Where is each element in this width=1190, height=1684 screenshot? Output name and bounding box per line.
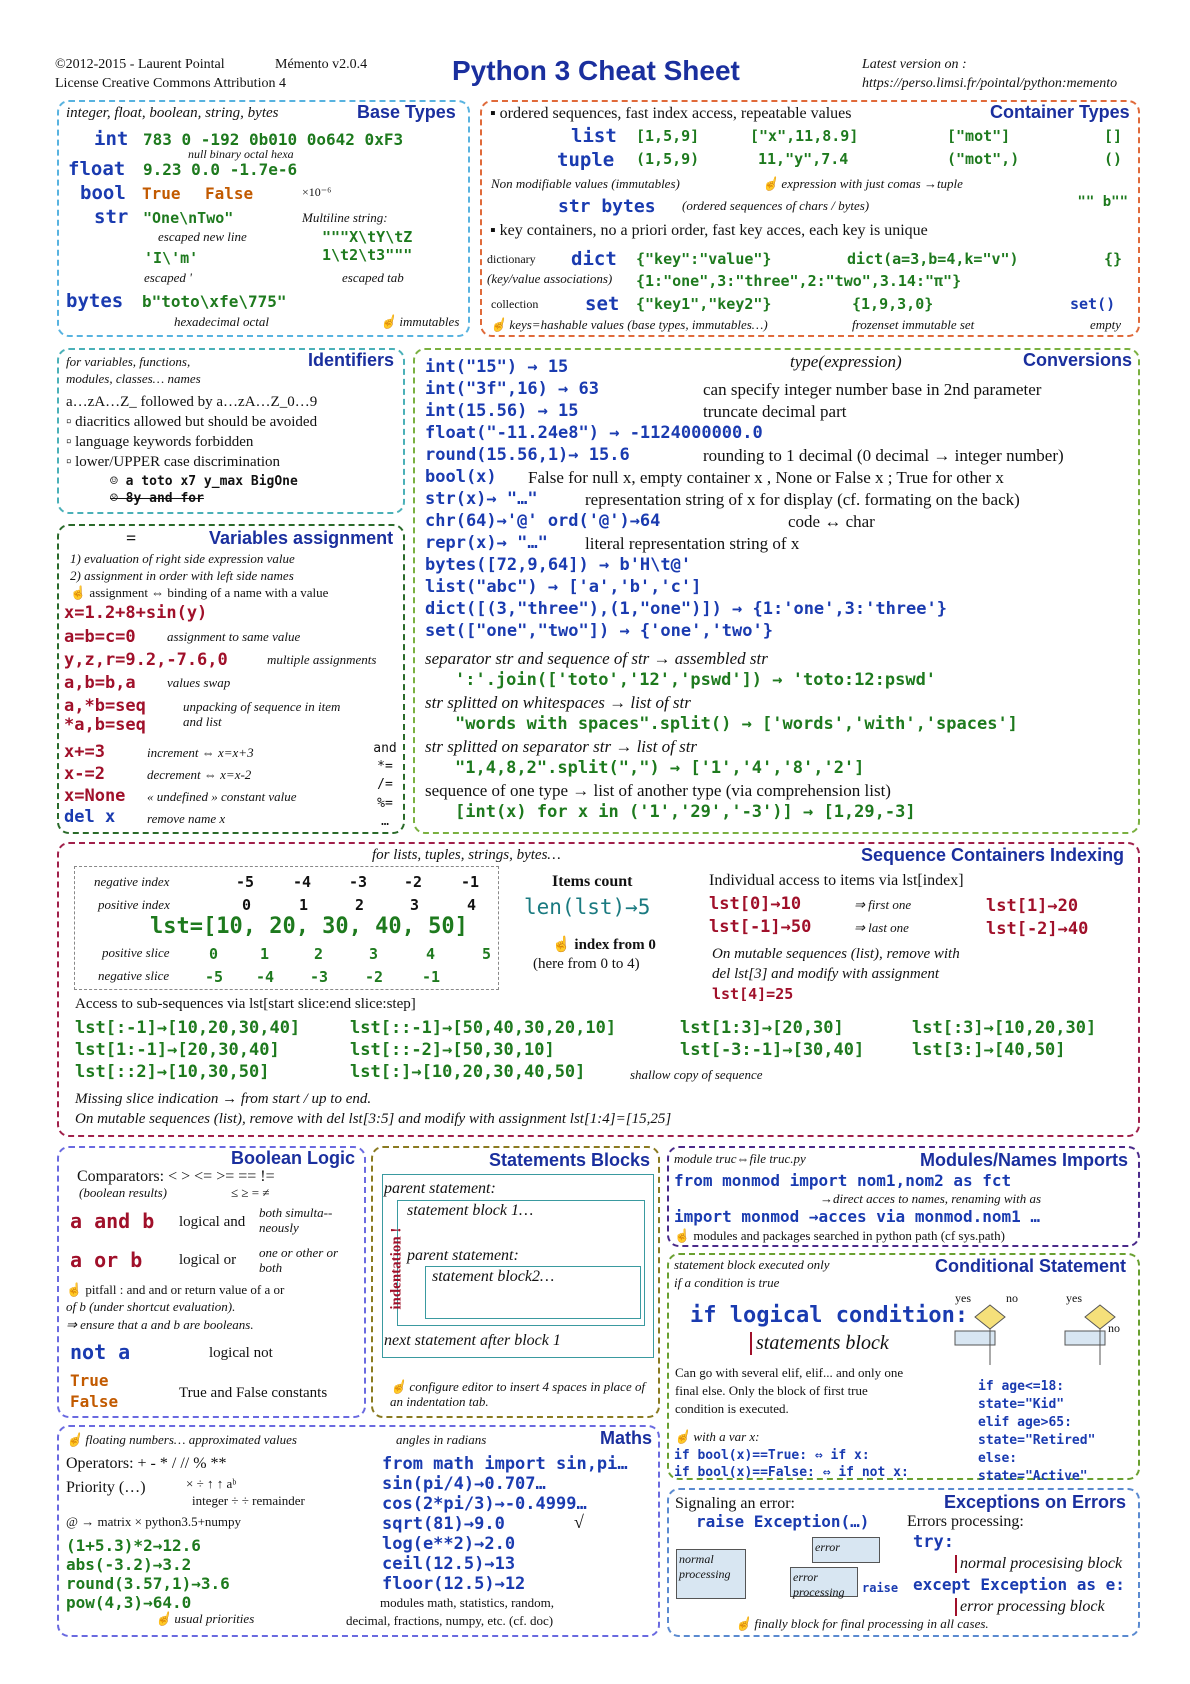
slice-3: lst[:3]→[10,20,30] [912,1018,1097,1038]
strbytes-empty: "" b"" [1077,194,1128,210]
mutable-slice-note: On mutable sequences (list), remove with del lst[3:5] and modify with assignment lst[1:4]=[15,25] [75,1111,672,1127]
flowchart-icon [950,1295,1130,1375]
strbytes-note: (ordered sequences of chars / bytes) [682,198,870,213]
neg-slice-2: -3 [310,968,329,986]
conv-comp: [int(x) for x in ('1','29','-3')] → [1,29,-3] [455,802,916,822]
collection-label: collection [491,297,539,311]
var-note3: ☝ assignment ⇔ binding of a name with a value [70,585,329,600]
flow-error-label-3: processing [793,1585,845,1599]
str-note-newline: escaped new line [158,229,247,244]
maths-operators: Operators: + - * / // % ** [66,1455,227,1472]
check-mark: √ [574,1512,584,1532]
usual-priorities: ☝ usual priorities [155,1611,255,1626]
comparators-note: (boolean results) [79,1185,167,1200]
flow-normal-label: normal [679,1552,714,1566]
identifiers-diacritics: ▫ diacritics allowed but should be avoided [66,414,318,430]
conv-join: ':'.join(['toto','12','pswd']) → 'toto:12:pswd' [455,670,937,690]
int-notes: null binary octal hexa [188,147,294,161]
cond-code-3: state="Retired" [978,1433,1096,1448]
boolean-title: Boolean Logic [231,1148,356,1168]
pos-index-3: 3 [410,896,420,914]
var-note-incr: increment ⇔ x=x+3 [147,745,254,760]
cond-code-5: state="Active" [978,1469,1088,1484]
conv-split2: "1,4,8,2".split(",") → ['1','4','8','2'] [455,758,865,778]
var-code1: x=1.2+8+sin(y) [64,603,208,623]
identifiers-ok: ☺ a toto x7 y_max BigOne [110,474,298,489]
bool-not: not a [70,1340,131,1364]
float-exponent-note: ×10⁻⁶ [302,185,332,199]
maths-fn-4: log(e**2)→2.0 [382,1534,516,1554]
var-note2: 2) assignment in order with left side names [70,568,294,583]
conv-note-5: False for null x, empty container x , None or False x ; True for other x [528,468,1004,487]
statement-block-1: statement block 1… [407,1202,534,1219]
tuple-v3: ("mot",) [947,150,1020,168]
flow-error-label-2: error [793,1570,818,1584]
identifiers-rule: a…zA…Z_ followed by a…zA…Z_0…9 [66,394,318,410]
conv-note-2: truncate decimal part [703,402,847,421]
maths-fn-3: sqrt(81)→9.0 [382,1514,505,1534]
latest-url[interactable]: https://perso.limsi.fr/pointal/python:memento [862,76,1118,91]
identifiers-sub2: modules, classes… names [66,371,201,386]
conv-note-4: rounding to 1 decimal (0 decimal → integer number) [703,446,1064,465]
bool-and-note2: both simulta--neously [259,1205,333,1235]
cond-code-2: elif age>65: [978,1415,1072,1430]
conversions-title: Conversions [1023,350,1133,370]
if-statement: if logical condition: [690,1303,969,1328]
cond-para1: Can go with several elif, elif... and only one [675,1365,904,1380]
errors-processing: Errors processing: [907,1513,1024,1530]
indentation-label: indentation ! [388,1227,405,1310]
flow-error-1 [812,1537,880,1563]
dict-v3: {} [1104,250,1123,268]
slice-8: lst[::2]→[10,30,50] [75,1062,270,1082]
lst-literal: lst=[10, 20, 30, 40, 50] [150,914,468,939]
normal-block: normal procesising block [955,1555,1122,1573]
version: Mémento v2.0.4 [275,57,368,72]
mutable-note3: lst[4]=25 [712,985,794,1003]
maths-title: Maths [600,1428,653,1448]
true-const: True [70,1371,109,1390]
cond-var-note: ☝ with a var x: [674,1429,760,1444]
neg-index-label: negative index [94,874,170,889]
conv-note-7: code ↔ char [788,512,875,531]
conv-code-6: str(x)→ "…" [425,489,538,509]
conditional-title: Conditional Statement [935,1256,1127,1276]
import-monmod: import monmod →acces via monmod.nom1 … [674,1207,1041,1226]
pos-slice-label: positive slice [102,945,170,960]
tuple-keyword: tuple [557,149,615,171]
list-v1: [1,5,9] [636,127,700,145]
conv-note-6: representation string of x for display (cf. formating on the back) [585,490,1020,509]
pos-index-2: 2 [355,896,365,914]
multiline-2: 1\t2\t3""" [322,246,413,264]
conv-sepsplit: str splitted on separator str → list of str [425,737,698,756]
cond-code-4: else: [978,1451,1018,1466]
var-note-del: remove name x [147,811,226,826]
expression-comas-note: ☝ expression with just comas →tuple [762,176,963,191]
flow-raise: raise [862,1581,899,1595]
cond-var-2: if bool(x)==False: ⇔ if not x: [674,1465,909,1480]
maths-matrix: @ → matrix × python3.5+numpy [66,1514,242,1529]
modules-title: Modules/Names Imports [920,1150,1129,1170]
strbytes-keyword: str bytes [558,196,656,217]
var-code5: a,*b=seq [64,696,146,716]
parent-statement-2: parent statement: [407,1247,519,1264]
bool-and-note1: logical and [179,1214,246,1230]
identifiers-case: ▫ lower/UPPER case discrimination [66,454,281,470]
flow-no-2: no [1108,1321,1120,1335]
list-v4: [] [1104,127,1123,145]
cond-code-0: if age<=18: [978,1379,1065,1394]
tuple-v4: () [1104,150,1123,168]
direct-access: →direct acces to names, renaming with as [820,1191,1042,1206]
access-3: lst[-1]→50 [709,917,812,937]
pitfall-3: ⇒ ensure that a and b are booleans. [66,1317,254,1332]
neg-index-4: -1 [461,873,480,891]
individual-access: Individual access to items via lst[index] [709,872,964,889]
variables-title: Variables assignment [209,528,394,548]
key-containers: ▪ key containers, no a priori order, fast key acces, each key is unique [490,222,928,239]
configure-editor: ☝ configure editor to insert 4 spaces in place of an indentation tab. [390,1379,646,1409]
bytes-value: b"toto\xfe\775" [142,292,287,311]
flow-normal [676,1549,746,1599]
comparators-math: ≤ ≥ = ≠ [231,1185,270,1200]
list-keyword: list [571,125,617,147]
str-note-tab: escaped tab [342,270,404,285]
tuple-v2: 11,"y",7.4 [758,150,849,168]
conv-code-10: list("abc") → ['a','b','c'] [425,577,702,597]
python-path: ☝ modules and packages searched in python path (cf sys.path) [674,1228,1005,1243]
pitfall-2: of b (under shortcut evaluation). [66,1299,236,1314]
pos-slice-3: 3 [369,945,379,963]
maths-ex-3: pow(4,3)→64.0 [66,1593,192,1612]
dict-v1: {"key":"value"} [636,250,772,268]
bool-and: a and b [70,1209,155,1233]
multiline-1: """X\tY\tZ [322,228,413,246]
maths-angles: angles in radians [396,1432,487,1447]
shallow-copy-note: shallow copy of sequence [630,1067,763,1082]
neg-slice-4: -1 [422,968,441,986]
slice-4: lst[1:-1]→[20,30,40] [75,1040,280,1060]
neg-index-2: -3 [349,873,368,891]
cond-para3: condition is executed. [675,1401,789,1416]
pos-index-0: 0 [242,896,252,914]
empty-note: empty [1090,317,1122,332]
mutable-note2: del lst[3] and modify with assignment [712,966,940,982]
multiline-label: Multiline string: [302,210,388,225]
missing-slice: Missing slice indication → from start / up to end. [75,1091,372,1107]
cond-para2: final else. Only the block of first true [675,1383,868,1398]
flow-no-1: no [1006,1291,1018,1305]
var-code3: y,z,r=9.2,-7.6,0 [64,650,228,670]
bool-not-note: logical not [209,1345,273,1361]
neg-index-3: -2 [404,873,423,891]
list-v2: ["x",11,8.9] [750,127,859,145]
conv-code-9: bytes([72,9,64]) → b'H\t@' [425,555,692,575]
identifiers-sub1: for variables, functions, [66,354,191,369]
conv-code-5: bool(x) [425,467,497,487]
slice-7: lst[3:]→[40,50] [912,1040,1066,1060]
conv-code-2: int(15.56) → 15 [425,401,579,421]
dict-keyword: dict [571,248,617,270]
base-types-title: Base Types [357,102,456,122]
exceptions-title: Exceptions on Errors [944,1492,1127,1512]
var-note-decr: decrement ⇔ x=x-2 [147,767,252,782]
comparators: Comparators: < > <= >= == != [77,1168,275,1185]
signaling-error: Signaling an error: [675,1495,795,1512]
index-range: (here from 0 to 4) [533,956,640,972]
conv-code-7: chr(64)→'@' ord('@')→64 [425,511,661,531]
statement-block-2: statement block2… [432,1268,555,1285]
conv-code-11: dict([(3,"three"),(1,"one")]) → {1:'one',3:'three'} [425,599,947,619]
float-keyword: float [68,158,126,180]
neg-index-0: -5 [236,873,255,891]
conv-code-4: round(15.56,1)→ 15.6 [425,445,630,465]
slice-2: lst[1:3]→[20,30] [680,1018,844,1038]
next-statement: next statement after block 1 [384,1332,561,1349]
items-count-title: Items count [552,873,633,890]
var-note-same: assignment to same value [167,629,301,644]
var-code6: *a,b=seq [64,715,146,735]
set-keyword: set [585,293,620,315]
pos-slice-1: 1 [260,945,270,963]
tf-note: True and False constants [179,1385,328,1401]
type-expr: type(expression) [790,352,902,371]
identifiers-title: Identifiers [308,350,395,370]
str-value: "One\nTwo" [143,209,234,227]
var-note-unpack: unpacking of sequence in item and list [183,699,341,729]
access-1: lst[0]→10 [709,894,802,914]
maths-modules-1: modules math, statistics, random, [380,1595,555,1610]
maths-fn-6: floor(12.5)→12 [382,1574,526,1594]
int-values: 783 0 -192 0b010 0o642 0xF3 [143,130,404,149]
var-code8: x-=2 [64,764,105,784]
kv-label: (key/value associations) [487,271,613,286]
pitfall-1: ☝ pitfall : and and or return value of a or [66,1282,285,1297]
access-2: lst[1]→20 [986,896,1079,916]
module-file: module truc⇔file truc.py [674,1151,806,1166]
cond-code-1: state="Kid" [978,1397,1065,1412]
conv-ws: str splitted on whitespaces → list of str [425,693,691,712]
copyright: ©2012-2015 - Laurent Pointal [55,57,225,72]
finally-note: ☝ finally block for final processing in all cases. [735,1616,989,1631]
conv-sep: separator str and sequence of str → assembled str [425,649,768,668]
nonmodifiable-note: Non modifiable values (immutables) [491,176,680,191]
page-title: Python 3 Cheat Sheet [452,55,740,86]
conv-code-1: int("3f",16) → 63 [425,379,599,399]
identifiers-bad: ☹ 8y and for [110,491,204,506]
maths-float-note: ☝ floating numbers… approximated values [66,1432,297,1447]
frozenset-note: frozenset immutable set [852,317,975,332]
identifiers-keywords: ▫ language keywords forbidden [66,434,254,450]
immutables-note: ☝ immutables [380,314,460,329]
maths-fn-1: sin(pi/4)→0.707… [382,1474,546,1494]
tuple-v1: (1,5,9) [636,150,700,168]
flow-error-label: error [815,1540,840,1554]
var-code9: x=None [64,786,126,806]
dict-v4: {1:"one",3:"three",2:"two",3.14:"π"} [636,272,962,290]
neg-slice-0: -5 [205,968,224,986]
pos-index-4: 4 [467,896,477,914]
access-3-note: ⇒ last one [854,920,909,935]
flow-yes-1: yes [955,1291,971,1305]
pos-slice-2: 2 [314,945,324,963]
parent-statement-1: parent statement: [384,1180,496,1197]
cond-note2: if a condition is true [674,1275,780,1290]
pos-slice-5: 5 [482,945,492,963]
dict-v2: dict(a=3,b=4,k="v") [847,250,1019,268]
int-keyword: int [94,128,129,150]
flow-normal-label-2: processing [679,1567,731,1581]
var-code4: a,b=b,a [64,673,136,693]
conv-code-3: float("-11.24e8") → -1124000000.0 [425,423,763,443]
container-types-title: Container Types [990,102,1130,122]
bytes-note: hexadecimal octal [174,314,269,329]
keys-note: ☝ keys=hashable values (base types, immutables…) [490,317,768,332]
slice-9: lst[:]→[10,20,30,40,50] [350,1062,586,1082]
access-1-note: ⇒ first one [854,897,912,912]
bool-or-note1: logical or [179,1252,237,1268]
len-example: len(lst)→5 [524,895,651,919]
conv-note-8: literal representation string of x [585,534,800,553]
maths-fn-5: ceil(12.5)→13 [382,1554,516,1574]
var-code2: a=b=c=0 [64,627,136,647]
pos-slice-4: 4 [426,945,436,963]
ordered-sequences: ▪ ordered sequences, fast index access, repeatable values [490,105,852,122]
bool-true: True [142,184,181,203]
slice-6: lst[-3:-1]→[30,40] [680,1040,865,1060]
conv-code-12: set(["one","two"]) → {'one','two'} [425,621,773,641]
maths-modules-2: decimal, fractions, numpy, etc. (cf. doc) [346,1613,554,1628]
dict-label: dictionary [487,252,536,266]
maths-ops-notes: integer ÷ ÷ remainder [192,1493,305,1508]
neg-index-1: -4 [293,873,312,891]
neg-slice-3: -2 [365,968,384,986]
list-v3: ["mot"] [947,127,1011,145]
neg-slice-label: negative slice [98,968,170,983]
bool-or: a or b [70,1248,143,1272]
var-note1: 1) evaluation of right side expression value [70,551,295,566]
base-types-subtitle: integer, float, boolean, string, bytes [66,105,279,121]
float-values: 9.23 0.0 -1.7e-6 [143,160,298,179]
pos-index-label: positive index [98,897,170,912]
bytes-keyword: bytes [66,290,124,312]
set-v2: {1,9,3,0} [852,295,934,313]
maths-ex-1: abs(-3.2)→3.2 [66,1555,192,1574]
maths-fn-0: from math import sin,pi… [382,1454,628,1474]
false-const: False [70,1392,119,1411]
from-import: from monmod import nom1,nom2 as fct [674,1171,1012,1190]
bool-false: False [205,184,254,203]
conv-seqconv: sequence of one type → list of another type (via comprehension list) [425,781,891,800]
maths-ex-2: round(3.57,1)→3.6 [66,1574,230,1593]
latest-label: Latest version on : [862,57,967,72]
maths-priority: Priority (…) [66,1479,146,1496]
mutable-note1: On mutable sequences (list), remove with [712,946,960,962]
bool-or-note2: one or other or both [259,1245,339,1275]
cond-block: statements block [750,1332,889,1355]
slice-1: lst[::-1]→[50,40,30,20,10] [350,1018,617,1038]
indexing-sub: for lists, tuples, strings, bytes… [372,847,561,863]
maths-fn-2: cos(2*pi/3)→-0.4999… [382,1494,587,1514]
slice-5: lst[::-2]→[50,30,10] [350,1040,555,1060]
set-v1: {"key1","key2"} [636,295,772,313]
str-keyword: str [94,206,129,228]
var-ops: and *= /= %= … [373,741,397,829]
conv-note-1: can specify integer number base in 2nd parameter [703,380,1042,399]
index-from-0: ☝ index from 0 [552,937,656,953]
conv-split1: "words with spaces".split() → ['words','with','spaces'] [455,714,1018,734]
except-statement: except Exception as e: [913,1575,1125,1594]
pos-index-1: 1 [299,896,309,914]
maths-ex-0: (1+5.3)*2→12.6 [66,1536,201,1555]
bool-keyword: bool [80,182,126,204]
license: License Creative Commons Attribution 4 [55,76,286,91]
var-code7: x+=3 [64,742,105,762]
indexing-title: Sequence Containers Indexing [861,845,1125,865]
try-keyword: try: [913,1532,954,1552]
cond-var-1: if bool(x)==True: ⇔ if x: [674,1448,870,1463]
maths-ops-symbols: × ÷ ↑ ↑ aᵇ [186,1476,237,1491]
neg-slice-1: -4 [256,968,275,986]
var-note-none: « undefined » constant value [147,789,297,804]
flow-error-2 [790,1567,858,1597]
raise-statement: raise Exception(…) [696,1512,870,1531]
access-4: lst[-2]→40 [986,919,1089,939]
var-note-multi: multiple assignments [267,652,377,667]
blocks-title: Statements Blocks [489,1150,651,1170]
pos-slice-0: 0 [209,945,219,963]
conv-code-0: int("15") → 15 [425,357,569,377]
var-code10: del x [64,807,116,827]
slice-0: lst[:-1]→[10,20,30,40] [75,1018,301,1038]
conv-code-8: repr(x)→ "…" [425,533,548,553]
var-note-swap: values swap [167,675,231,690]
cond-note1: statement block executed only [674,1257,830,1272]
error-block: error processing block [955,1598,1105,1616]
subseq-access: Access to sub-sequences via lst[start slice:end slice:step] [75,996,416,1012]
flow-yes-2: yes [1066,1291,1082,1305]
str-value-2: 'I\'m' [144,249,199,267]
assign-symbol: = [126,528,137,548]
str-note-quote: escaped ' [144,270,192,285]
set-v3: set() [1070,295,1116,313]
